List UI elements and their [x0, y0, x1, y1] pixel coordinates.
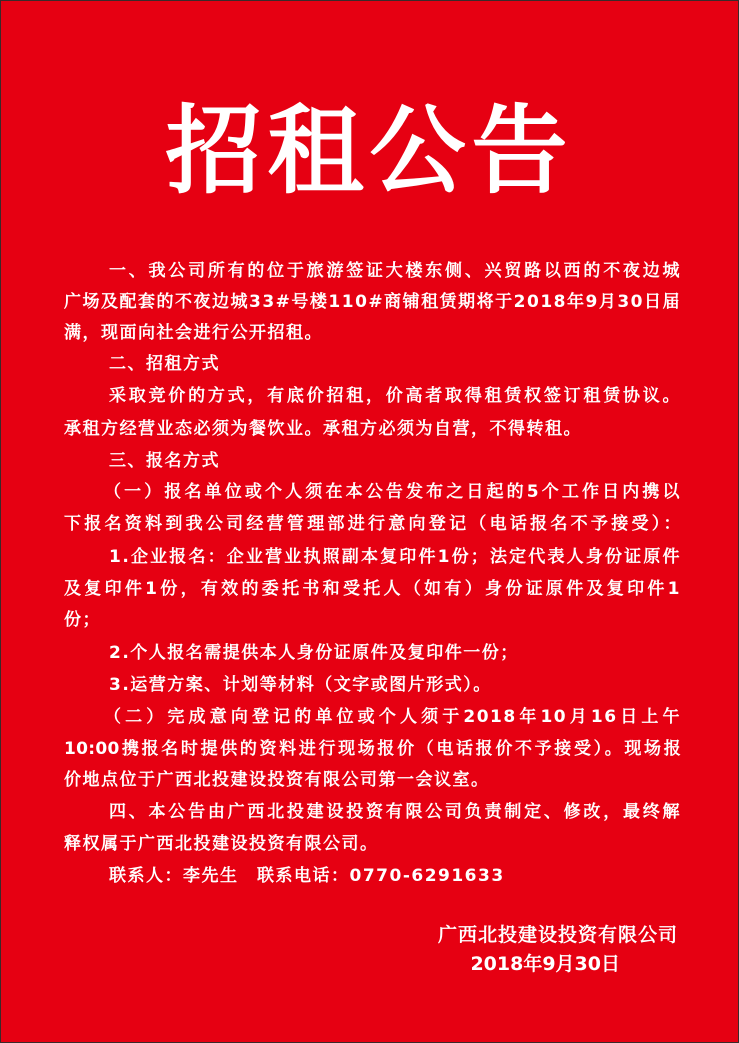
paragraph-line: 及复印件1份，有效的委托书和受托人（如有）身份证原件及复印件1	[64, 579, 681, 599]
paragraph-line: 承租方经营业态必须为餐饮业。承租方必须为自营，不得转租。	[64, 419, 582, 439]
paragraph-line: 释权属于广西北投建设投资有限公司。	[64, 834, 379, 854]
paragraph-line: 份；	[64, 610, 101, 630]
paragraph-line: 价地点位于广西北投建设投资有限公司第一会议室。	[64, 770, 490, 790]
signature-date: 2018年9月30日	[470, 953, 620, 975]
signature-company: 广西北投建设投资有限公司	[437, 924, 678, 946]
section-heading: 二、招租方式	[109, 354, 220, 374]
paragraph-line: 广场及配套的不夜边城33#号楼110#商铺租赁期将于2018年9月30日届	[64, 292, 681, 312]
paragraph-line: 采取竞价的方式，有底价招租，价高者取得租赁权签订租赁协议。	[109, 386, 681, 406]
paragraph-line: 满，现面向社会进行公开招租。	[64, 323, 323, 343]
paragraph-line: （二）完成意向登记的单位或个人须于2018年10月16日上午	[104, 707, 681, 727]
paragraph-line: 下报名资料到我公司经营管理部进行意向登记（电话报名不予接受）：	[64, 514, 681, 534]
paragraph-line: 1.企业报名：企业营业执照副本复印件1份；法定代表人身份证原件	[109, 547, 681, 567]
paragraph-line: 四、本公告由广西北投建设投资有限公司负责制定、修改，最终解	[109, 802, 681, 822]
paragraph-line: 10:00携报名时提供的资料进行现场报价（电话报价不予接受）。现场报	[64, 739, 681, 759]
paragraph-line: （一）报名单位或个人须在本公告发布之日起的5个工作日内携以	[104, 482, 681, 502]
paragraph-line: 2.个人报名需提供本人身份证原件及复印件一份；	[109, 643, 519, 663]
notice-title: 招租公告	[165, 94, 574, 207]
section-heading: 三、报名方式	[109, 451, 220, 471]
contact-line: 联系人：李先生 联系电话：0770-6291633	[109, 866, 505, 886]
paragraph-line: 一、我公司所有的位于旅游签证大楼东侧、兴贸路以西的不夜边城	[109, 261, 681, 281]
paragraph-line: 3.运营方案、计划等材料（文字或图片形式）。	[109, 675, 492, 695]
